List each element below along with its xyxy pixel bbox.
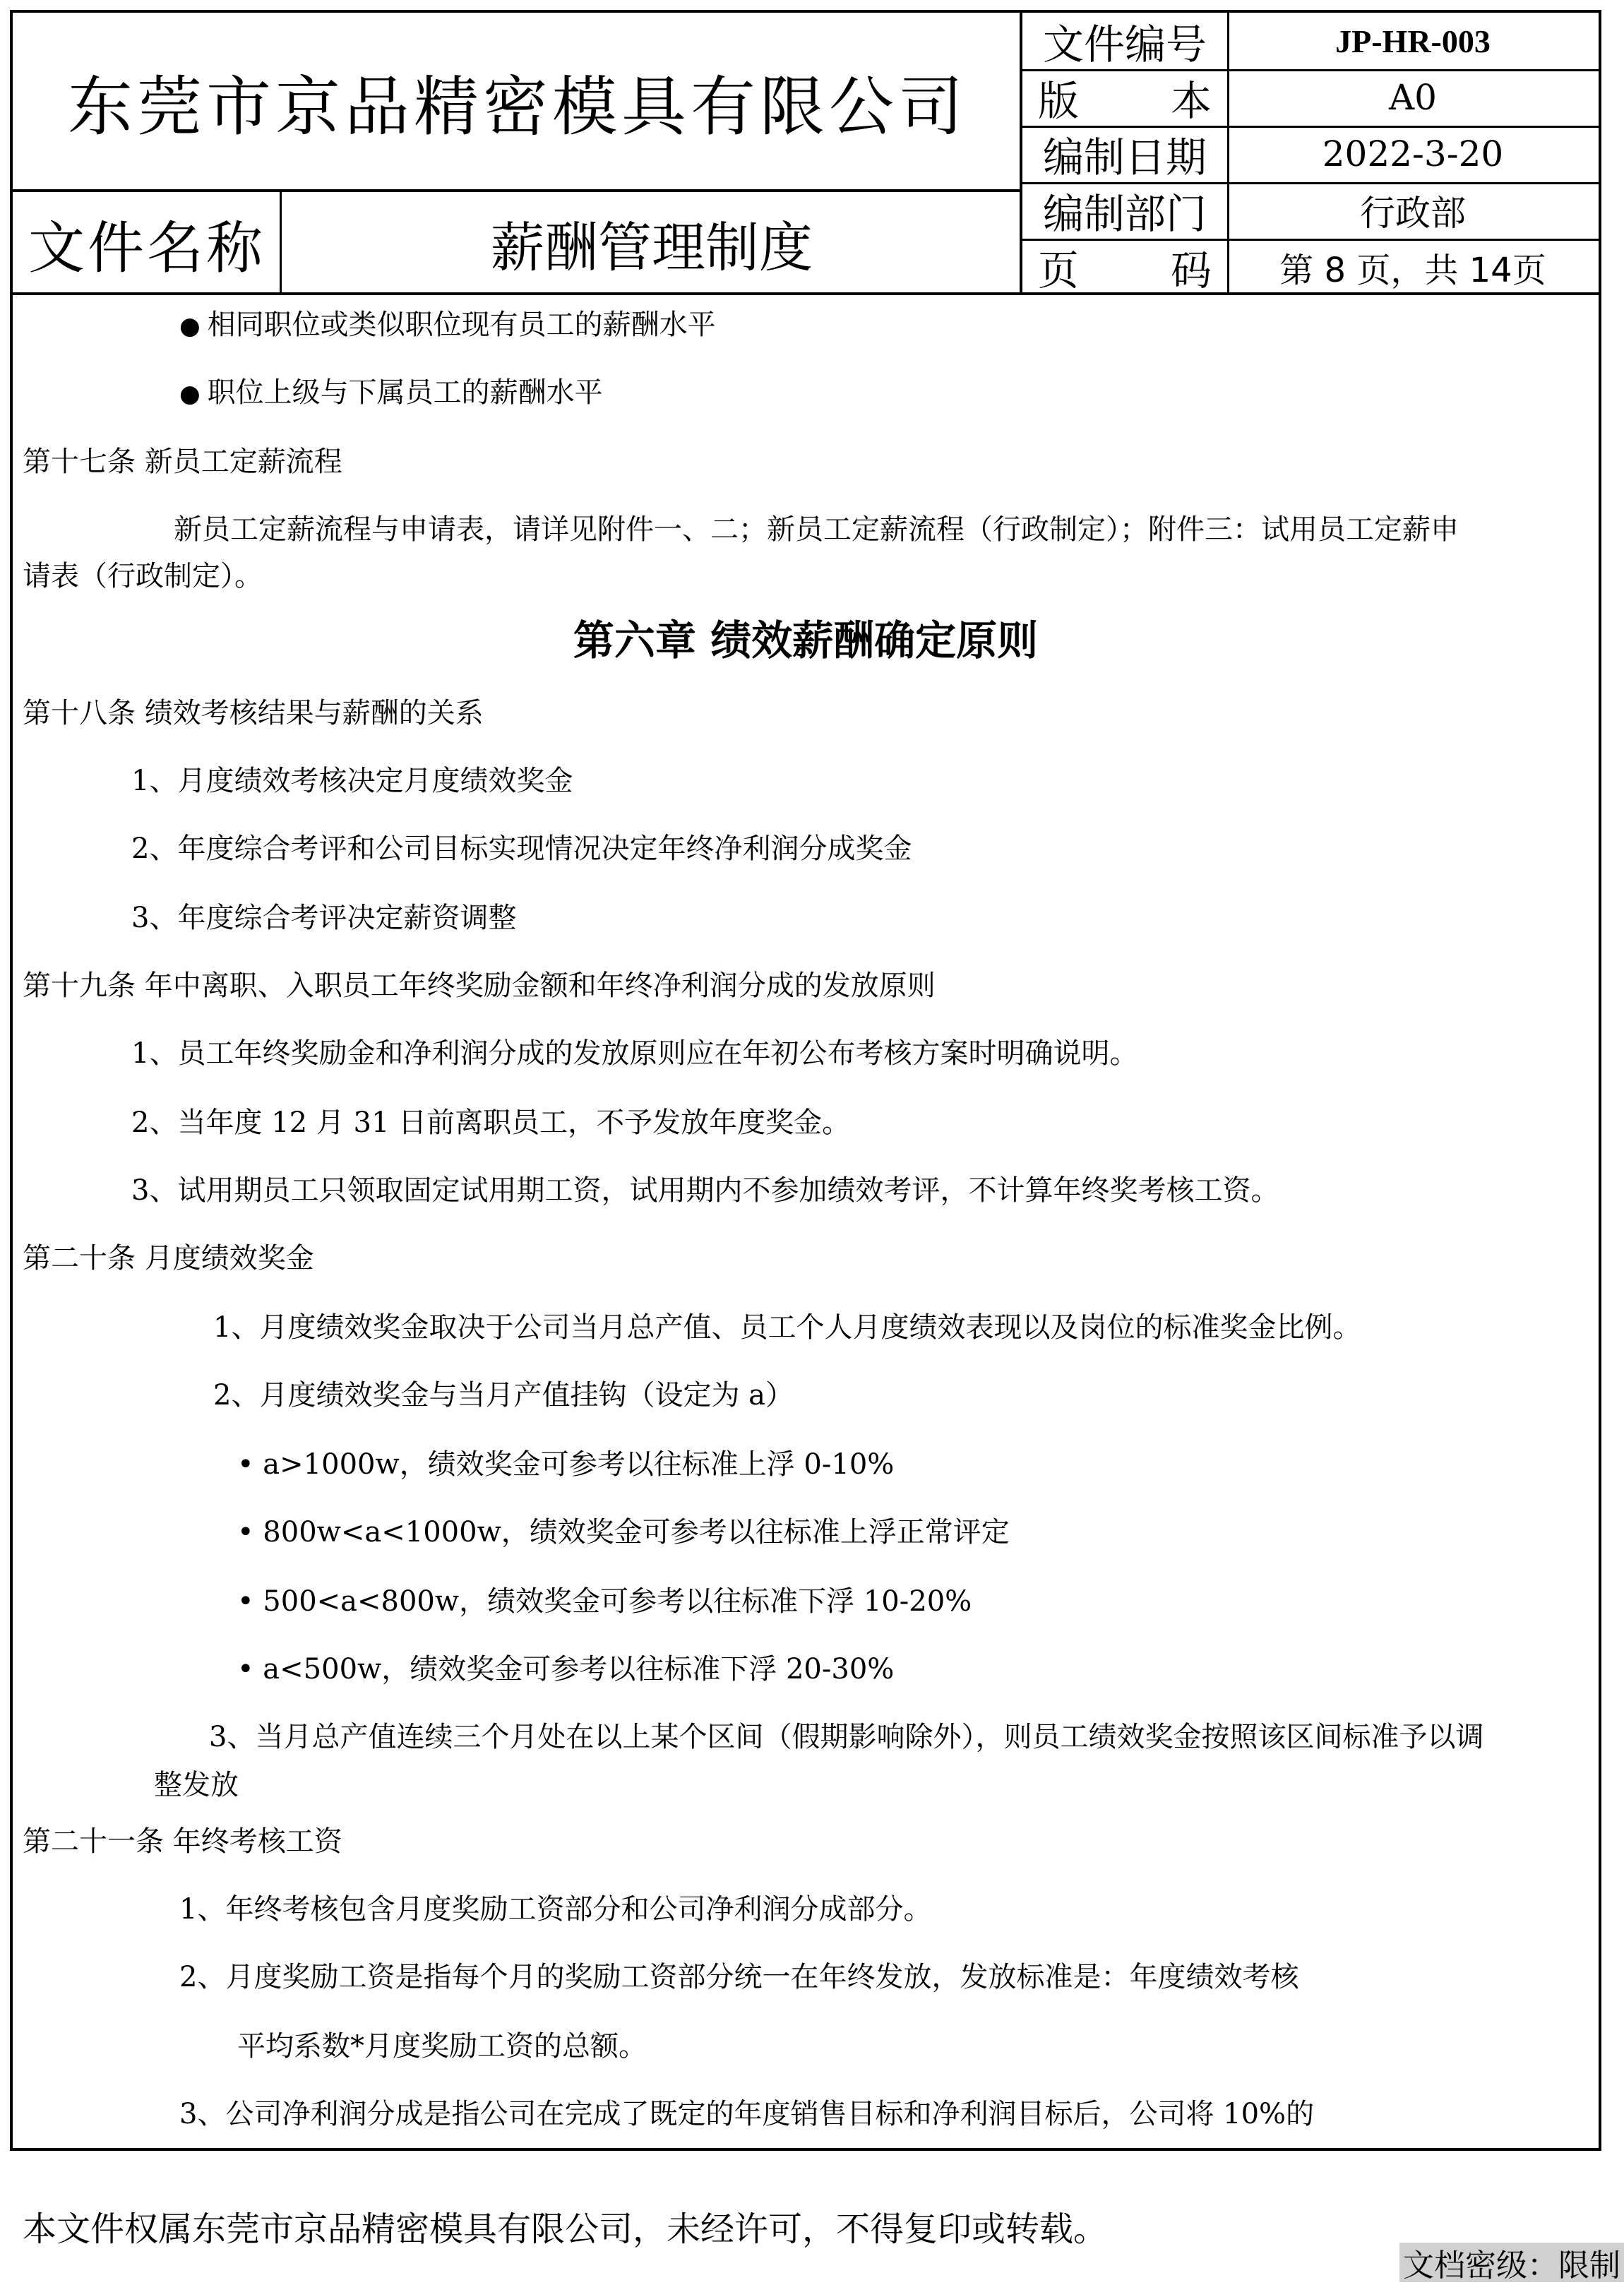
article-18-title: 第十八条 绩效考核结果与薪酬的关系: [23, 697, 484, 729]
article-20-bullet: • a>1000w，绩效奖金可参考以往标准上浮 0-10%: [237, 1448, 895, 1481]
page-value: 第 8 页，共 14页: [1279, 250, 1546, 290]
article-19-item: 2、当年度 12 月 31 日前离职员工，不予发放年度奖金。: [131, 1106, 851, 1139]
department-label: 编制部门: [1042, 190, 1207, 238]
date-value: 2022-3-20: [1322, 133, 1504, 174]
article-21-item: 2、月度奖励工资是指每个月的奖励工资部分统一在年终发放，发放标准是：年度绩效考核: [179, 1961, 1299, 1993]
article-20-bullet: • 800w<a<1000w，绩效奖金可参考以往标准上浮正常评定: [237, 1516, 1010, 1549]
article-19-item: 3、试用期员工只领取固定试用期工资，试用期内不参加绩效考评，不计算年终奖考核工资。: [131, 1174, 1279, 1207]
article-21-item: 1、年终考核包含月度奖励工资部分和公司净利润分成部分。: [179, 1893, 932, 1926]
date-label: 编制日期: [1042, 133, 1207, 181]
article-18-item: 1、月度绩效考核决定月度绩效奖金: [131, 765, 573, 797]
document-header: [13, 13, 1599, 295]
file-number-value: JP-HR-003: [1335, 23, 1491, 59]
version-label: [1022, 69, 1227, 126]
article-18-item: 2、年度综合考评和公司目标实现情况决定年终净利润分成奖金: [131, 833, 912, 865]
article-20-item-cont: 整发放: [154, 1769, 239, 1801]
document-frame: [10, 10, 1601, 2151]
file-number-label: 文件编号: [1042, 20, 1207, 68]
classification-badge: 文档密级：限制: [1399, 2243, 1624, 2282]
article-20-bullet: • a<500w，绩效奖金可参考以往标准下浮 20-30%: [237, 1653, 895, 1686]
article-18-item: 3、年度综合考评决定薪资调整: [131, 902, 517, 934]
article-20-item: 3、当月总产值连续三个月处在以上某个区间（假期影响除外），则员工绩效奖金按照该区间标准予以调: [209, 1721, 1484, 1753]
article-17-text: 新员工定薪流程与申请表，请详见附件一、二；新员工定薪流程（行政制定）；附件三：试用员工定薪申: [174, 513, 1459, 546]
article-21-title: 第二十一条 年终考核工资: [23, 1825, 342, 1858]
article-17-title: 第十七条 新员工定薪流程: [23, 446, 342, 478]
bullet-dot-icon: ●: [179, 312, 201, 340]
article-21-item-cont: 平均系数*月度奖励工资的总额。: [237, 2030, 647, 2063]
article-19-item: 1、员工年终奖励金和净利润分成的发放原则应在年初公布考核方案时明确说明。: [131, 1037, 1138, 1070]
company-name: 东莞市京品精密模具有限公司: [67, 69, 967, 145]
bullet-dot-icon: ●: [179, 380, 201, 408]
department-value: 行政部: [1360, 193, 1466, 234]
chapter-6-heading: 第六章 绩效薪酬确定原则: [573, 616, 1039, 664]
bullet-text: 职位上级与下属员工的薪酬水平: [207, 376, 603, 409]
article-20-item: 1、月度绩效奖金取决于公司当月总产值、员工个人月度绩效表现以及岗位的标准奖金比例。: [213, 1311, 1361, 1344]
article-17-text-cont: 请表（行政制定）。: [23, 560, 263, 592]
version-label-text: 版 本: [1038, 77, 1212, 125]
article-21-item: 3、公司净利润分成是指公司在完成了既定的年度销售目标和净利润目标后，公司将 10%的: [179, 2098, 1315, 2130]
article-20-item: 2、月度绩效奖金与当月产值挂钩（设定为 a）: [213, 1379, 794, 1412]
article-20-bullet: • 500<a<800w，绩效奖金可参考以往标准下浮 10-20%: [237, 1585, 972, 1618]
page-label: 页 码: [1038, 246, 1212, 294]
file-name-label: 文件名称: [28, 215, 265, 281]
version-value: A0: [1389, 77, 1437, 118]
bullet-text: 相同职位或类似职位现有员工的薪酬水平: [207, 309, 716, 341]
article-19-title: 第十九条 年中离职、入职员工年终奖励金额和年终净利润分成的发放原则: [23, 970, 936, 1002]
article-20-title: 第二十条 月度绩效奖金: [23, 1242, 314, 1275]
bullet-item: [179, 376, 603, 411]
bullet-item: [179, 308, 716, 343]
file-name-value: 薪酬管理制度: [491, 215, 813, 279]
copyright-notice: 本文件权属东莞市京品精密模具有限公司，未经许可，不得复印或转载。: [23, 2209, 1108, 2249]
